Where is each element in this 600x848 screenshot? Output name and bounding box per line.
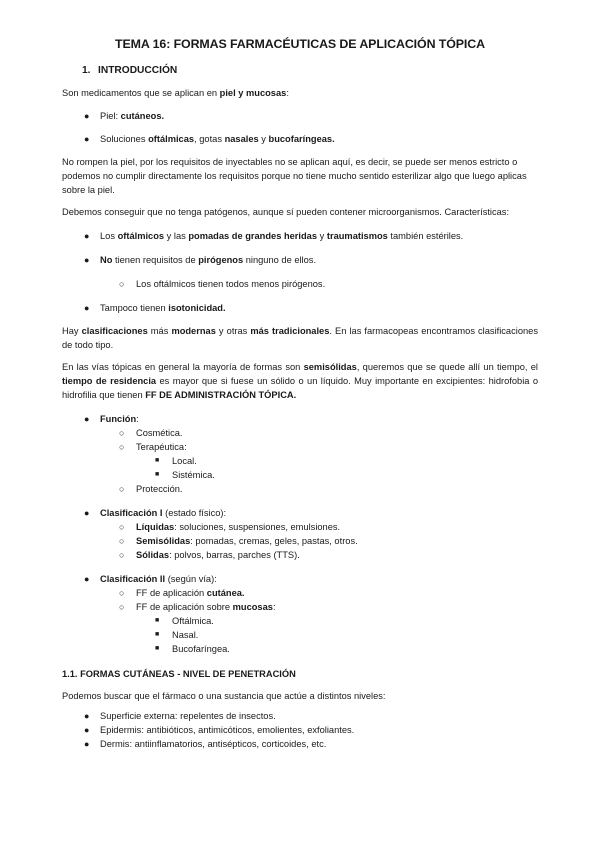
- list-item: ○ Semisólidas: pomadas, cremas, geles, pastas, otros.: [119, 536, 358, 546]
- square-bullet-icon: ■: [155, 457, 160, 464]
- list-item: ● Dermis: antiinflamatorios, antisépticos, corticoides, etc.: [84, 739, 327, 749]
- circle-bullet-icon: ○: [119, 602, 125, 612]
- list-item-funcion: ● Función:: [84, 414, 139, 424]
- paragraph-niveles: Podemos buscar que el fármaco o una sustancia que actúe a distintos niveles:: [62, 691, 386, 701]
- circle-bullet-icon: ○: [119, 279, 125, 289]
- circle-bullet-icon: ○: [119, 428, 125, 438]
- list-funcion: [62, 412, 538, 496]
- square-bullet-icon: ■: [155, 631, 160, 638]
- list-caracteristicas: [62, 229, 538, 315]
- list-item: ■ Oftálmica.: [155, 616, 214, 626]
- list-item: ○ FF de aplicación sobre mucosas:: [119, 602, 276, 612]
- bullet-icon: ●: [84, 725, 90, 735]
- circle-bullet-icon: ○: [119, 550, 125, 560]
- bullet-icon: ●: [84, 255, 90, 265]
- list-item-clasificacion-2: ● Clasificación II (según vía):: [84, 574, 217, 584]
- bullet-icon: ●: [84, 574, 90, 584]
- section-heading-formas-cutaneas: 1.1. FORMAS CUTÁNEAS - NIVEL DE PENETRACIÓN: [62, 669, 296, 679]
- bullet-icon: ●: [84, 303, 90, 313]
- list-item: ■ Bucofaríngea.: [155, 644, 230, 654]
- list-item: ○ Líquidas: soluciones, suspensiones, emulsiones.: [119, 522, 341, 532]
- bullet-icon: ●: [84, 414, 90, 424]
- list-item: ○ Cosmética.: [119, 428, 183, 438]
- paragraph-requisitos: No rompen la piel, por los requisitos de inyectables no se aplican aquí, es decir, se puede ser menos estricto o podemos no cumplir directamente los requisitos porque no tiene mucho sentido esterilizar algo que luego aplicas sobre la piel.: [62, 157, 527, 195]
- square-bullet-icon: ■: [155, 617, 160, 624]
- list-item: ○ FF de aplicación cutánea.: [119, 588, 245, 598]
- list-item: ● No tienen requisitos de pirógenos ninguno de ellos.: [84, 255, 317, 265]
- list-item: ■ Sistémica.: [155, 470, 215, 480]
- list-item: ○ Protección.: [119, 484, 183, 494]
- list-item: ○ Sólidas: polvos, barras, parches (TTS).: [119, 550, 300, 560]
- paragraph-patogenos: Debemos conseguir que no tenga patógenos, aunque sí pueden contener microorganismos. Características:: [62, 207, 510, 217]
- bullet-icon: ●: [84, 111, 90, 121]
- circle-bullet-icon: ○: [119, 484, 125, 494]
- list-item: ● Piel: cutáneos.: [84, 111, 165, 121]
- square-bullet-icon: ■: [155, 645, 160, 652]
- list-item: ○ Terapéutica:: [119, 442, 187, 452]
- list-niveles: [62, 709, 538, 751]
- list-item: ■ Nasal.: [155, 630, 199, 640]
- list-item: ● Epidermis: antibióticos, antimicóticos, emolientes, exfoliantes.: [84, 725, 355, 735]
- circle-bullet-icon: ○: [119, 588, 125, 598]
- list-item-clasificacion-1: ● Clasificación I (estado físico):: [84, 508, 227, 518]
- paragraph-vias-topicas: En las vías tópicas en general la mayoría de formas son semisólidas, queremos que se quede allí un tiempo, el tiempo de residencia es mayor que si fuese un sólido o un líquido. Muy importante en excipientes: hidrofobia o hidrofilia que tienen FF DE ADMINISTRACIÓN TÓPICA.: [62, 362, 539, 400]
- section-heading-introduccion: 1. INTRODUCCIÓN: [82, 65, 178, 76]
- list-item: ○ Los oftálmicos tienen todos menos pirógenos.: [119, 279, 326, 289]
- list-item: ● Los oftálmicos y las pomadas de grandes heridas y traumatismos también estériles.: [84, 231, 464, 241]
- list-item: ● Soluciones oftálmicas, gotas nasales y bucofaríngeas.: [84, 134, 335, 144]
- bullet-icon: ●: [84, 231, 90, 241]
- document-title: TEMA 16: FORMAS FARMACÉUTICAS DE APLICACIÓN TÓPICA: [115, 37, 485, 51]
- circle-bullet-icon: ○: [119, 442, 125, 452]
- square-bullet-icon: ■: [155, 471, 160, 478]
- circle-bullet-icon: ○: [119, 536, 125, 546]
- circle-bullet-icon: ○: [119, 522, 125, 532]
- bullet-icon: ●: [84, 508, 90, 518]
- intro-paragraph: Son medicamentos que se aplican en piel y mucosas:: [62, 88, 289, 98]
- bullet-icon: ●: [84, 739, 90, 749]
- list-item: ■ Local.: [155, 456, 197, 466]
- bullet-icon: ●: [84, 134, 90, 144]
- list-clasificacion-1: [62, 506, 538, 562]
- bullet-icon: ●: [84, 711, 90, 721]
- paragraph-clasificaciones: Hay clasificaciones más modernas y otras más tradicionales. En las farmacopeas encontramos clasificaciones de todo tipo.: [62, 326, 538, 350]
- list-piel-mucosas: [62, 109, 538, 146]
- list-item: ● Tampoco tienen isotonicidad.: [84, 303, 226, 313]
- list-clasificacion-2: [62, 572, 538, 656]
- list-item: ● Superficie externa: repelentes de insectos.: [84, 711, 276, 721]
